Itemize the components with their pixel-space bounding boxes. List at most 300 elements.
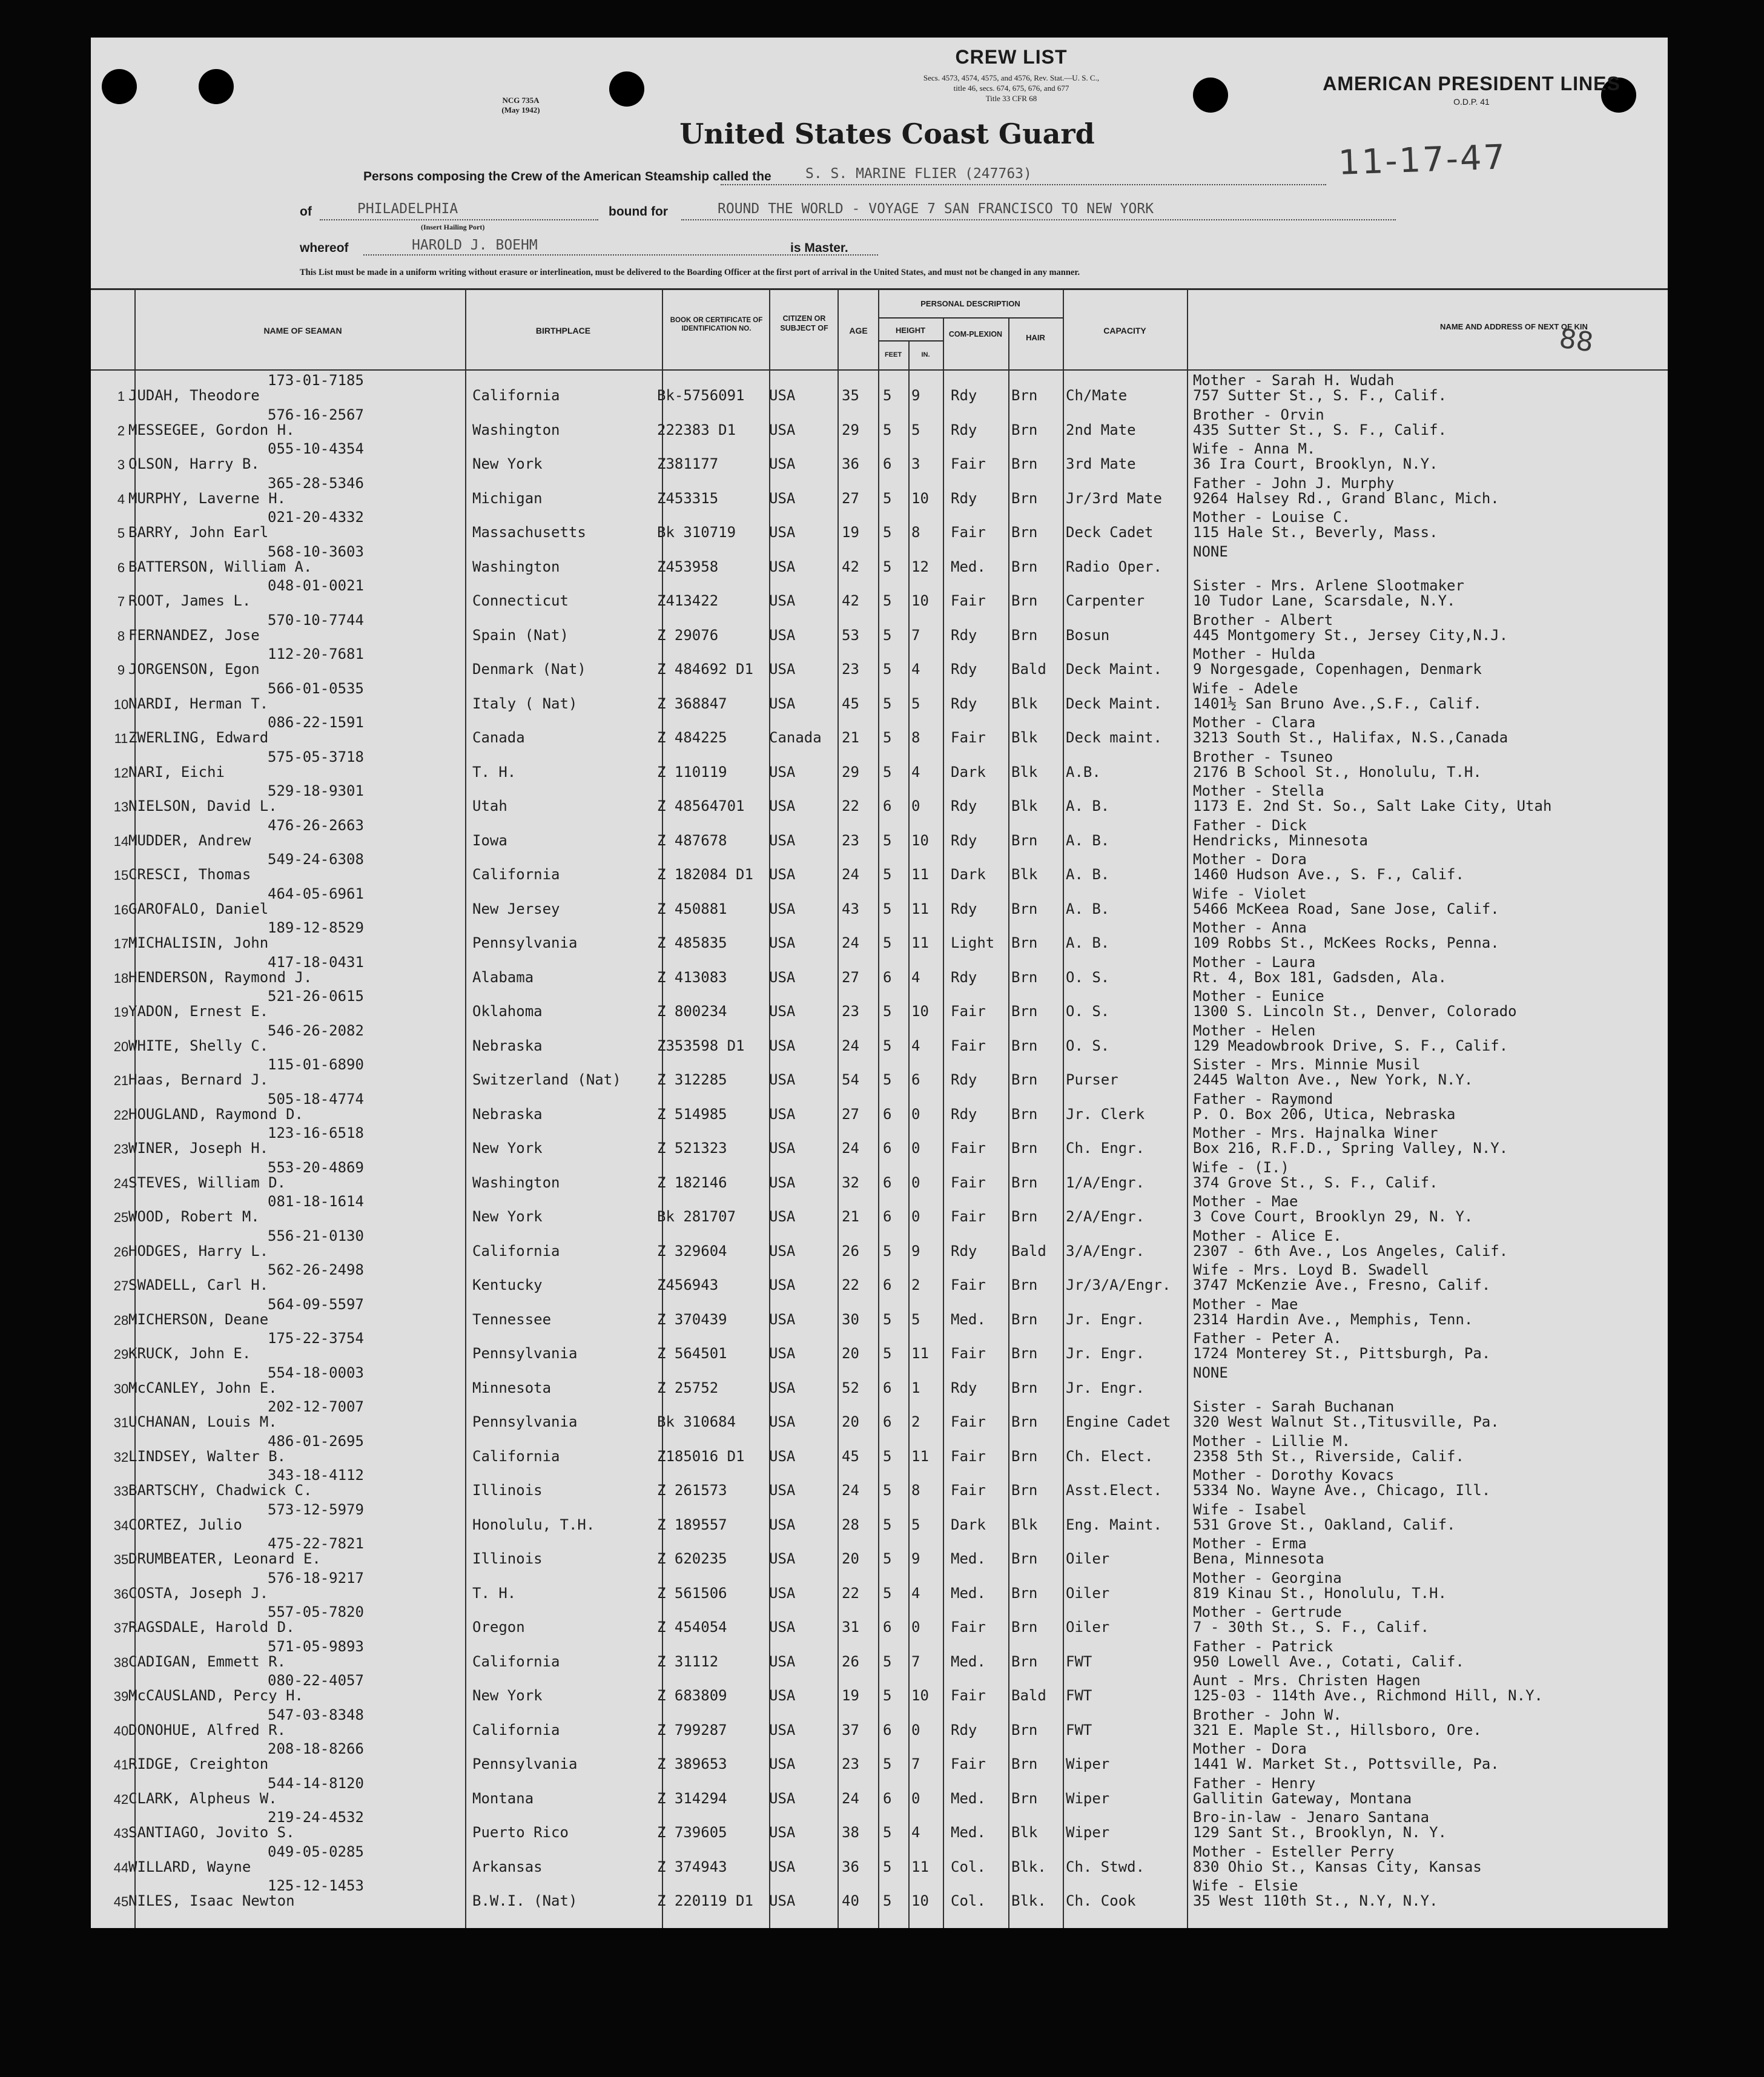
social-security-number: 549-24-6308 — [268, 851, 364, 868]
certificate-number: Z 454054 — [657, 1619, 727, 1636]
complexion: Rdy — [951, 1242, 977, 1260]
next-of-kin-name: Father - John J. Murphy — [1193, 474, 1395, 492]
height-feet: 5 — [883, 695, 892, 712]
hair: Brn — [1011, 1037, 1038, 1054]
next-of-kin-name: Wife - (I.) — [1193, 1158, 1289, 1176]
next-of-kin-name: Mother - Gertrude — [1193, 1603, 1342, 1620]
capacity: Deck Cadet — [1066, 524, 1154, 541]
crew-row — [91, 1775, 1668, 1810]
hair: Brn — [1011, 1619, 1038, 1636]
company-name: AMERICAN PRESIDENT LINES — [1323, 73, 1620, 94]
complexion: Rdy — [951, 421, 977, 438]
complexion: Dark — [951, 763, 986, 781]
birthplace: Pennsylvania — [472, 1345, 578, 1362]
height-inches: 7 — [911, 626, 920, 644]
height-feet: 6 — [883, 1721, 892, 1739]
next-of-kin-address: 3213 South St., Halifax, N.S.,Canada — [1193, 729, 1508, 746]
height-feet: 5 — [883, 387, 892, 404]
capacity: Ch. Cook — [1066, 1892, 1136, 1909]
row-number: 3 — [117, 457, 125, 472]
seaman-name: WINER, Joseph H. — [128, 1140, 269, 1157]
hair: Brn — [1011, 1208, 1038, 1225]
social-security-number: 115-01-6890 — [268, 1056, 364, 1073]
crew-row — [91, 1809, 1668, 1844]
hair: Blk. — [1011, 1892, 1046, 1909]
next-of-kin-name: Wife - Mrs. Loyd B. Swadell — [1193, 1261, 1430, 1278]
social-security-number: 123-16-6518 — [268, 1124, 364, 1141]
height-inches: 10 — [911, 1003, 929, 1020]
seaman-name: NARDI, Herman T. — [128, 695, 269, 712]
row-number: 28 — [113, 1312, 129, 1328]
capacity: FWT — [1066, 1721, 1092, 1739]
height-feet: 5 — [883, 1345, 892, 1362]
crew-row — [91, 543, 1668, 578]
next-of-kin-name: Father - Patrick — [1193, 1637, 1333, 1655]
capacity: Deck Maint. — [1066, 661, 1162, 678]
citizenship: USA — [769, 1413, 796, 1430]
complexion: Rdy — [951, 1379, 977, 1396]
punch-hole — [199, 69, 234, 104]
age: 52 — [842, 1379, 859, 1396]
certificate-number: Z 683809 — [657, 1687, 727, 1704]
age: 19 — [842, 1687, 859, 1704]
birthplace: California — [472, 387, 560, 404]
birthplace: Illinois — [472, 1550, 543, 1567]
certificate-number: Z185016 D1 — [657, 1447, 745, 1465]
height-inches: 11 — [911, 1447, 929, 1465]
capacity: O. S. — [1066, 968, 1110, 986]
seaman-name: ZWERLING, Edward — [128, 729, 269, 746]
crew-row — [91, 1843, 1668, 1878]
form-number: NCG 735A (May 1942) — [501, 96, 540, 114]
complexion: Med. — [951, 1310, 986, 1328]
birthplace: New York — [472, 455, 543, 472]
seaman-name: RIDGE, Creighton — [128, 1755, 269, 1772]
certificate-number: Z 25752 — [657, 1379, 719, 1396]
height-feet: 5 — [883, 1482, 892, 1499]
height-inches: 5 — [911, 1310, 920, 1328]
crew-row — [91, 577, 1668, 612]
next-of-kin-name: Wife - Violet — [1193, 885, 1307, 902]
complexion: Fair — [951, 1345, 986, 1362]
next-of-kin-address: 5334 No. Wayne Ave., Chicago, Ill. — [1193, 1482, 1491, 1499]
birthplace: Utah — [472, 797, 507, 814]
row-number: 2 — [117, 423, 125, 438]
hair: Brn — [1011, 421, 1038, 438]
row-number: 36 — [113, 1586, 129, 1602]
hair: Brn — [1011, 1310, 1038, 1328]
certificate-number: Z 800234 — [657, 1003, 727, 1020]
row-number: 16 — [113, 902, 129, 917]
capacity: 3rd Mate — [1066, 455, 1136, 472]
row-number: 1 — [117, 389, 125, 404]
next-of-kin-address: 109 Robbs St., McKees Rocks, Penna. — [1193, 934, 1499, 951]
row-number: 38 — [113, 1654, 129, 1670]
height-inches: 8 — [911, 1482, 920, 1499]
capacity: Oiler — [1066, 1584, 1110, 1602]
next-of-kin-address: 320 West Walnut St.,Titusville, Pa. — [1193, 1413, 1499, 1430]
certificate-number: Z 561506 — [657, 1584, 727, 1602]
height-feet: 5 — [883, 729, 892, 746]
agency-title: United States Coast Guard — [679, 117, 1095, 150]
certificate-number: Z 514985 — [657, 1105, 727, 1123]
complexion: Fair — [951, 1687, 986, 1704]
crew-row — [91, 1603, 1668, 1639]
age: 23 — [842, 831, 859, 849]
height-inches: 7 — [911, 1755, 920, 1772]
height-inches: 5 — [911, 695, 920, 712]
height-feet: 6 — [883, 797, 892, 814]
certificate-number: Z 110119 — [657, 763, 727, 781]
birthplace: Arkansas — [472, 1858, 543, 1875]
row-number: 22 — [113, 1107, 129, 1123]
certificate-number: Z 31112 — [657, 1653, 719, 1670]
birthplace: Massachusetts — [472, 524, 586, 541]
birthplace: New York — [472, 1140, 543, 1157]
age: 45 — [842, 1447, 859, 1465]
complexion: Med. — [951, 1653, 986, 1670]
social-security-number: 475-22-7821 — [268, 1535, 364, 1552]
height-feet: 6 — [883, 1105, 892, 1123]
hailing-hint: (Insert Hailing Port) — [421, 223, 485, 231]
age: 26 — [842, 1653, 859, 1670]
age: 23 — [842, 1003, 859, 1020]
social-security-number: 086-22-1591 — [268, 714, 364, 731]
seaman-name: NARI, Eichi — [128, 763, 225, 781]
height-feet: 5 — [883, 1824, 892, 1841]
certificate-number: Z 450881 — [657, 900, 727, 917]
next-of-kin-address: 2314 Hardin Ave., Memphis, Tenn. — [1193, 1310, 1473, 1328]
hair: Blk — [1011, 763, 1038, 781]
complexion: Fair — [951, 729, 986, 746]
next-of-kin-address: 2445 Walton Ave., New York, N.Y. — [1193, 1071, 1473, 1088]
citizenship: USA — [769, 1071, 796, 1088]
height-inches: 10 — [911, 1892, 929, 1909]
social-security-number: 048-01-0021 — [268, 577, 364, 594]
citizenship: USA — [769, 1003, 796, 1020]
hair: Brn — [1011, 1140, 1038, 1157]
next-of-kin-address: 757 Sutter St., S. F., Calif. — [1193, 387, 1447, 404]
citizenship: USA — [769, 421, 796, 438]
social-security-number: 547-03-8348 — [268, 1706, 364, 1723]
birthplace: Honolulu, T.H. — [472, 1516, 595, 1533]
capacity: Radio Oper. — [1066, 558, 1162, 575]
seaman-name: JUDAH, Theodore — [128, 387, 260, 404]
capacity: Wiper — [1066, 1824, 1110, 1841]
crew-row — [91, 1364, 1668, 1399]
col-citizen: CITIZEN OR SUBJECT OF — [780, 314, 828, 332]
social-security-number: 556-21-0130 — [268, 1227, 364, 1244]
social-security-number: 417-18-0431 — [268, 953, 364, 971]
crew-list-form — [91, 38, 1668, 1928]
next-of-kin-name: Mother - Lillie M. — [1193, 1432, 1351, 1450]
height-feet: 5 — [883, 934, 892, 951]
next-of-kin-address: 5466 McKeea Road, Sane Jose, Calif. — [1193, 900, 1499, 917]
height-feet: 5 — [883, 1687, 892, 1704]
citizenship: USA — [769, 1276, 796, 1293]
age: 24 — [842, 1482, 859, 1499]
row-number: 5 — [117, 526, 125, 541]
birthplace: Illinois — [472, 1482, 543, 1499]
col-complexion: COM-PLEXION — [948, 330, 1003, 338]
crew-row — [91, 1227, 1668, 1263]
certificate-number: Bk 281707 — [657, 1208, 736, 1225]
row-number: 45 — [113, 1894, 129, 1909]
height-inches: 0 — [911, 1140, 920, 1157]
hair: Brn — [1011, 1447, 1038, 1465]
next-of-kin-address: Bena, Minnesota — [1193, 1550, 1324, 1567]
social-security-number: 566-01-0535 — [268, 679, 364, 697]
capacity: Jr/3/A/Engr. — [1066, 1276, 1171, 1293]
certificate-number: Z 189557 — [657, 1516, 727, 1533]
age: 35 — [842, 387, 859, 404]
citizenship: USA — [769, 797, 796, 814]
col-name: NAME OF SEAMAN — [263, 326, 342, 335]
certificate-number: Z453315 — [657, 489, 719, 507]
vessel-label: Persons composing the Crew of the American Steamship called the — [363, 170, 771, 183]
next-of-kin-name: Brother - John W. — [1193, 1706, 1342, 1723]
seaman-name: NIELSON, David L. — [128, 797, 277, 814]
capacity: Bosun — [1066, 626, 1110, 644]
next-of-kin-address: 35 West 110th St., N.Y, N.Y. — [1193, 1892, 1438, 1909]
height-feet: 6 — [883, 455, 892, 472]
height-inches: 0 — [911, 1619, 920, 1636]
crew-row — [91, 406, 1668, 441]
age: 32 — [842, 1174, 859, 1191]
row-number: 34 — [113, 1517, 129, 1533]
social-security-number: 173-01-7185 — [268, 372, 364, 389]
social-security-number: 568-10-3603 — [268, 543, 364, 560]
next-of-kin-name: Mother - Hulda — [1193, 646, 1316, 662]
complexion: Fair — [951, 1482, 986, 1499]
capacity: Ch. Elect. — [1066, 1447, 1154, 1465]
certificate-number: Z381177 — [657, 455, 719, 472]
next-of-kin-name: Mother - Stella — [1193, 782, 1324, 799]
row-number: 6 — [117, 560, 125, 575]
col-inches: IN. — [921, 351, 930, 358]
crew-row — [91, 1398, 1668, 1433]
complexion: Fair — [951, 1413, 986, 1430]
next-of-kin-name: Brother - Tsuneo — [1193, 748, 1333, 765]
citizenship: USA — [769, 1345, 796, 1362]
complexion: Med. — [951, 1789, 986, 1807]
row-number: 19 — [113, 1005, 129, 1020]
next-of-kin-name: Wife - Elsie — [1193, 1877, 1298, 1894]
crew-row — [91, 1740, 1668, 1775]
age: 24 — [842, 1140, 859, 1157]
crew-row — [91, 1570, 1668, 1605]
seaman-name: Haas, Bernard J. — [128, 1071, 269, 1088]
certificate-number: 222383 D1 — [657, 421, 736, 438]
hair: Brn — [1011, 1550, 1038, 1567]
seaman-name: WILLARD, Wayne — [128, 1858, 251, 1875]
next-of-kin-address: 2358 5th St., Riverside, Calif. — [1193, 1447, 1464, 1465]
next-of-kin-address: 1173 E. 2nd St. So., Salt Lake City, Utah — [1193, 797, 1552, 814]
certificate-number: Z 799287 — [657, 1721, 727, 1739]
certificate-number: Z453958 — [657, 558, 719, 575]
crew-row — [91, 851, 1668, 886]
row-number: 41 — [113, 1757, 129, 1772]
age: 42 — [842, 558, 859, 575]
height-inches: 2 — [911, 1413, 920, 1430]
social-security-number: 554-18-0003 — [268, 1364, 364, 1381]
col-hair: HAIR — [1026, 333, 1045, 342]
next-of-kin-name: Wife - Isabel — [1193, 1501, 1307, 1518]
complexion: Rdy — [951, 831, 977, 849]
next-of-kin-name: Mother - Georgina — [1193, 1569, 1342, 1587]
birthplace: Nebraska — [472, 1105, 543, 1123]
seaman-name: MESSEGEE, Gordon H. — [128, 421, 295, 438]
row-number: 37 — [113, 1620, 129, 1636]
height-feet: 5 — [883, 1550, 892, 1567]
birthplace: B.W.I. (Nat) — [472, 1892, 578, 1909]
height-feet: 5 — [883, 489, 892, 507]
birthplace: California — [472, 1447, 560, 1465]
hair: Brn — [1011, 831, 1038, 849]
citizenship: USA — [769, 1687, 796, 1704]
seaman-name: UCHANAN, Louis M. — [128, 1413, 277, 1430]
certificate-number: Z 739605 — [657, 1824, 727, 1841]
seaman-name: DONOHUE, Alfred R. — [128, 1721, 286, 1739]
age: 24 — [842, 1037, 859, 1054]
row-number: 35 — [113, 1552, 129, 1567]
height-inches: 6 — [911, 1071, 920, 1088]
birthplace: Oklahoma — [472, 1003, 543, 1020]
seaman-name: MICHERSON, Deane — [128, 1310, 269, 1328]
height-inches: 11 — [911, 866, 929, 883]
crew-row — [91, 782, 1668, 817]
height-feet: 5 — [883, 1037, 892, 1054]
next-of-kin-name: Mother - Dorothy Kovacs — [1193, 1467, 1395, 1484]
seaman-name: BATTERSON, William A. — [128, 558, 312, 575]
social-security-number: 343-18-4112 — [268, 1467, 364, 1484]
row-number: 40 — [113, 1723, 129, 1739]
row-number: 21 — [113, 1073, 129, 1088]
height-feet: 5 — [883, 661, 892, 678]
crew-row — [91, 1091, 1668, 1126]
next-of-kin-name: Father - Peter A. — [1193, 1330, 1342, 1347]
height-inches: 10 — [911, 1687, 929, 1704]
complexion: Med. — [951, 558, 986, 575]
row-number: 13 — [113, 799, 129, 814]
height-feet: 5 — [883, 1755, 892, 1772]
row-number: 4 — [117, 491, 125, 507]
social-security-number: 208-18-8266 — [268, 1740, 364, 1757]
hailing-port: PHILADELPHIA — [357, 201, 458, 217]
height-inches: 0 — [911, 1721, 920, 1739]
age: 24 — [842, 934, 859, 951]
citizenship: USA — [769, 1824, 796, 1841]
next-of-kin-address: 950 Lowell Ave., Cotati, Calif. — [1193, 1653, 1464, 1670]
next-of-kin-address: P. O. Box 206, Utica, Nebraska — [1193, 1105, 1456, 1123]
certificate-number: Z 329604 — [657, 1242, 727, 1260]
next-of-kin-name: Brother - Orvin — [1193, 406, 1324, 423]
social-security-number: 202-12-7007 — [268, 1398, 364, 1415]
citizenship: USA — [769, 1482, 796, 1499]
social-security-number: 125-12-1453 — [268, 1877, 364, 1894]
height-inches: 4 — [911, 1584, 920, 1602]
social-security-number: 564-09-5597 — [268, 1295, 364, 1313]
crew-row — [91, 612, 1668, 647]
next-of-kin-address: Hendricks, Minnesota — [1193, 831, 1368, 849]
next-of-kin-address: 2307 - 6th Ave., Los Angeles, Calif. — [1193, 1242, 1508, 1260]
seaman-name: ROOT, James L. — [128, 592, 251, 609]
seaman-name: MURPHY, Laverne H. — [128, 489, 286, 507]
handwritten-date: 11-17-47 — [1337, 137, 1508, 183]
height-feet: 5 — [883, 1003, 892, 1020]
crew-row — [91, 817, 1668, 852]
hair: Blk — [1011, 1516, 1038, 1533]
row-number: 26 — [113, 1244, 129, 1260]
next-of-kin-address: 3 Cove Court, Brooklyn 29, N. Y. — [1193, 1208, 1473, 1225]
complexion: Rdy — [951, 1105, 977, 1123]
citizenship: USA — [769, 1653, 796, 1670]
seaman-name: BARRY, John Earl — [128, 524, 269, 541]
social-security-number: 365-28-5346 — [268, 474, 364, 492]
certificate-number: Z 413083 — [657, 968, 727, 986]
hair: Brn — [1011, 1105, 1038, 1123]
bound-dotline — [681, 219, 1396, 220]
hair: Brn — [1011, 900, 1038, 917]
row-number: 7 — [117, 594, 125, 609]
crew-row — [91, 440, 1668, 475]
social-security-number: 175-22-3754 — [268, 1330, 364, 1347]
age: 37 — [842, 1721, 859, 1739]
age: 30 — [842, 1310, 859, 1328]
height-inches: 11 — [911, 900, 929, 917]
height-feet: 6 — [883, 1208, 892, 1225]
personal-rule — [878, 317, 1063, 319]
capacity: Eng. Maint. — [1066, 1516, 1162, 1533]
complexion: Col. — [951, 1858, 986, 1875]
next-of-kin-name: NONE — [1193, 543, 1228, 560]
next-of-kin-name: NONE — [1193, 1364, 1228, 1381]
height-inches: 4 — [911, 968, 920, 986]
row-number: 11 — [114, 731, 128, 746]
crew-row — [91, 919, 1668, 954]
capacity: FWT — [1066, 1653, 1092, 1670]
height-inches: 10 — [911, 831, 929, 849]
age: 23 — [842, 1755, 859, 1772]
age: 42 — [842, 592, 859, 609]
height-feet: 5 — [883, 558, 892, 575]
capacity: Wiper — [1066, 1789, 1110, 1807]
capacity: Oiler — [1066, 1619, 1110, 1636]
complexion: Fair — [951, 1003, 986, 1020]
row-number: 8 — [117, 628, 125, 644]
birthplace: Montana — [472, 1789, 534, 1807]
next-of-kin-name: Mother - Alice E. — [1193, 1227, 1342, 1244]
crew-row — [91, 680, 1668, 715]
company-code: O.D.P. 41 — [1453, 97, 1490, 107]
citizenship: USA — [769, 1242, 796, 1260]
crew-row — [91, 372, 1668, 407]
birthplace: Denmark (Nat) — [472, 661, 586, 678]
certificate-number: Bk 310719 — [657, 524, 736, 541]
height-rule — [878, 340, 943, 342]
height-feet: 5 — [883, 1310, 892, 1328]
social-security-number: 464-05-6961 — [268, 885, 364, 902]
certificate-number: Z 220119 D1 — [657, 1892, 753, 1909]
height-inches: 8 — [911, 524, 920, 541]
height-inches: 11 — [911, 1858, 929, 1875]
citizenship: USA — [769, 1789, 796, 1807]
seaman-name: HENDERSON, Raymond J. — [128, 968, 312, 986]
seaman-name: LINDSEY, Walter B. — [128, 1447, 286, 1465]
hair: Brn — [1011, 558, 1038, 575]
next-of-kin-name: Sister - Mrs. Minnie Musil — [1193, 1056, 1421, 1073]
height-feet: 6 — [883, 1379, 892, 1396]
